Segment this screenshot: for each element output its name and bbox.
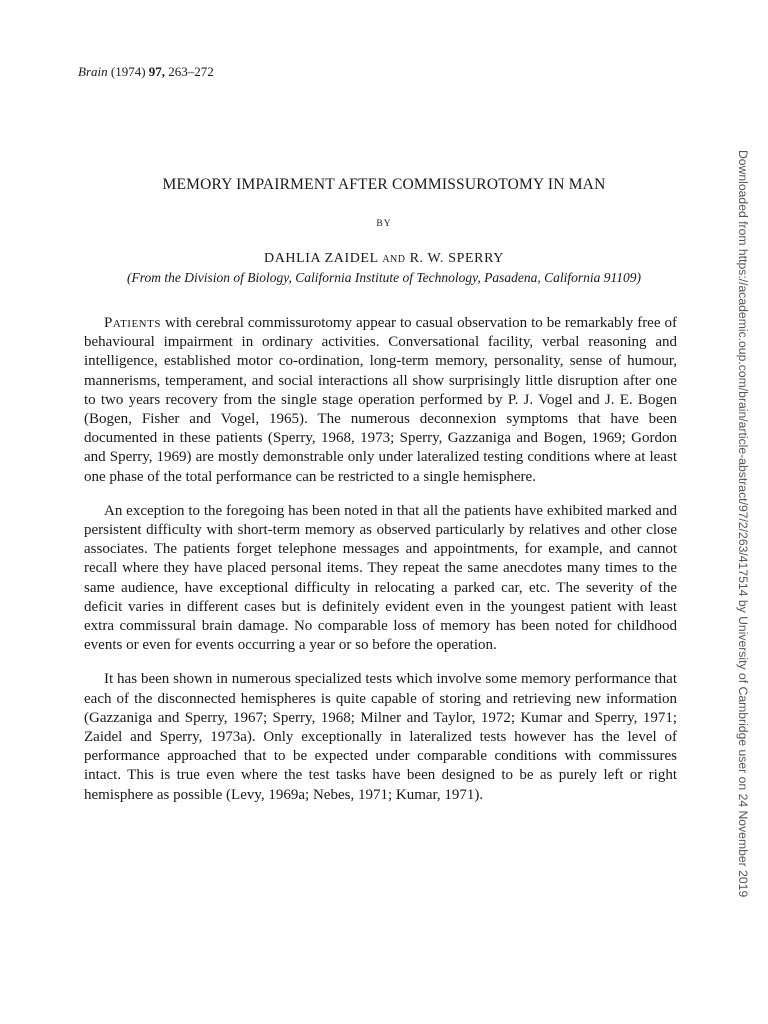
journal-name: Brain [78,64,108,79]
byline-label: BY [376,219,392,229]
paragraph [84,314,677,487]
paragraph-text: It has been shown in numerous specialized tests which involve some memory performance that each of the disconnected hemispheres is quite capable of storing and retrieving new information (Gazzaniga and Sperry, 1967; Sperry, 1968; Milner and Taylor, 1972; Kumar and Sperry, 1971; Zaidel and Sperry, 1973a). Only exceptionally in lateralized tests however has the level of performance approached that to be expected under comparable conditions with commissures intact. This is true even where the test tasks have been designed to be as purely left or right hemisphere as possible (Levy, 1969a; Nebes, 1971; Kumar, 1971). [84,671,677,803]
download-watermark [732,150,762,898]
author-line [0,251,768,267]
journal-volume: 97, [148,64,166,79]
paragraph-text: An exception to the foregoing has been noted in that all the patients have exhibited marked and persistent difficulty with short-term memory as observed particularly by relatives and other close associates. The patients forget telephone messages and appointments, for example, and cannot recall where they have placed personal items. They repeat the same anecdotes many times to the same audience, have exceptional difficulty in relocating a parked car, etc. The severity of the deficit varies in different cases but is definitely evident even in the youngest patient with least extra commissural brain damage. No comparable loss of memory has been noted for childhood events or even for events occurring a year or so before the operation. [84,502,677,654]
first-author: DAHLIA ZAIDEL [264,251,379,266]
author-conjunction: AND [382,254,406,265]
article-body [84,314,677,820]
journal-pages: 263–272 [168,64,214,79]
paragraph [84,502,677,656]
paragraph [84,670,677,804]
second-author: R. W. SPERRY [409,251,504,266]
journal-citation [78,64,214,80]
journal-year: (1974) [110,64,146,79]
author-affiliation: (From the Division of Biology, California Institute of Technology, Pasadena, California 91109) [127,270,641,285]
article-title: MEMORY IMPAIRMENT AFTER COMMISSUROTOMY IN MAN [162,176,606,193]
paragraph-text: with cerebral commissurotomy appear to casual observation to be remarkably free of behavioural impairment in ordinary activities. Conversational facility, verbal reasoning and intelligence, established motor co-ordination, long-term memory, personality, sense of humour, mannerisms, temperament, and social interactions all show surprisingly little disruption after one to two years recovery from the single stage operation performed by P. J. Vogel and J. E. Bogen (Bogen, Fisher and Vogel, 1965). The numerous deconnexion symptoms that have been documented in these patients (Sperry, 1968, 1973; Sperry, Gazzaniga and Bogen, 1969; Gordon and Sperry, 1969) are mostly demonstrable only under lateralized testing conditions where at least one phase of the total performance can be restricted to a single hemisphere. [84,315,677,485]
watermark-text: Downloaded from https://academic.oup.com/brain/article-abstract/97/2/263/417514 by University of Cambridge user on 24 November 2019 [736,150,750,898]
paragraph-lead-word: Patients [104,315,161,331]
